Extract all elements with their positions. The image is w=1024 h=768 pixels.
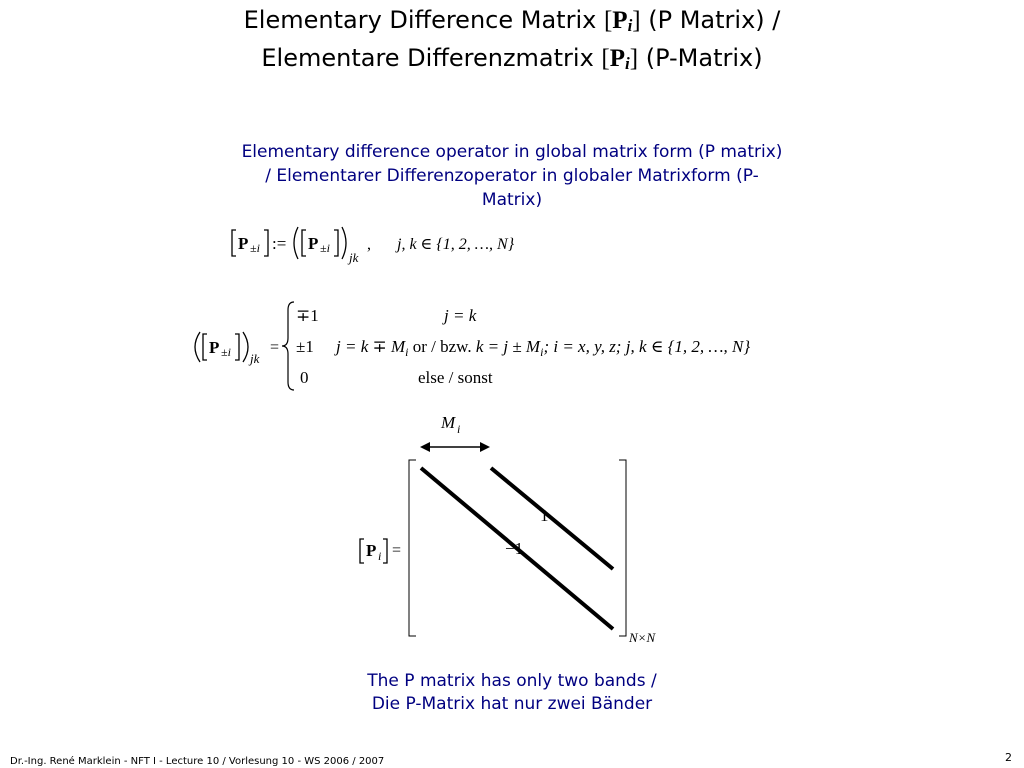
title-line-1: Elementary Difference Matrix $[P_i]$ (P Matrix) / bbox=[243, 6, 781, 35]
equals-sign: = bbox=[392, 542, 402, 559]
offset-subscript: i bbox=[457, 422, 461, 436]
page-number: 2 bbox=[1005, 751, 1012, 764]
case-value: ±1 bbox=[296, 337, 314, 356]
title-line-2: Elementare Differenzmatrix $[P_i]$ (P-Matrix) bbox=[261, 44, 763, 73]
jk-subscript: jk bbox=[349, 250, 359, 265]
upper-band-value: 1 bbox=[540, 506, 549, 525]
subscript: ±i bbox=[221, 345, 231, 359]
bracket-left bbox=[360, 539, 364, 563]
matrix-subscript: i bbox=[378, 549, 382, 563]
p-matrix-symbol: $[P_i]$ bbox=[601, 45, 639, 73]
p-letter: P bbox=[308, 234, 319, 253]
case-condition: j = k bbox=[444, 306, 477, 325]
case-condition: $j = k \mp M_i$ or / bzw. $k = j \pm M_i$; i = x, y, z; j, k ∈ {1, 2, …, N} bbox=[336, 337, 751, 359]
bracket-right bbox=[383, 539, 387, 563]
equals-sign: = bbox=[270, 339, 280, 356]
case-value: 0 bbox=[300, 368, 309, 387]
caption: The P matrix has only two bands / Die P-Matrix hat nur zwei Bänder bbox=[367, 671, 657, 714]
lower-band-value: −1 bbox=[505, 539, 524, 558]
matrix-bracket-right bbox=[619, 460, 626, 636]
jk-subscript: jk bbox=[250, 351, 260, 366]
p-letter: P bbox=[238, 234, 249, 253]
p-matrix-symbol: $[P_i]$ bbox=[603, 7, 641, 35]
assign-symbol: := bbox=[272, 234, 287, 253]
arrow-head-right bbox=[480, 442, 490, 452]
comma: , bbox=[367, 236, 371, 253]
matrix-letter: P bbox=[366, 541, 377, 560]
index-set: j, k ∈ {1, 2, …, N} bbox=[397, 236, 515, 253]
matrix-size-label: N×N bbox=[629, 630, 656, 645]
subscript: ±i bbox=[250, 241, 260, 255]
case-value: ∓1 bbox=[296, 306, 319, 325]
footer-text: Dr.-Ing. René Marklein - NFT I - Lecture 10 / Vorlesung 10 - WS 2006 / 2007 bbox=[10, 756, 385, 767]
p-letter: P bbox=[209, 338, 220, 357]
case-condition: else / sonst bbox=[418, 368, 493, 387]
offset-label: M bbox=[441, 413, 456, 432]
arrow-head-left bbox=[420, 442, 430, 452]
subtitle: Elementary difference operator in global matrix form (P matrix) / Elementarer Differenzoperator in globaler Matrixform (P- Matrix) bbox=[241, 142, 783, 210]
matrix-bracket-left bbox=[409, 460, 416, 636]
subscript: ±i bbox=[320, 241, 330, 255]
